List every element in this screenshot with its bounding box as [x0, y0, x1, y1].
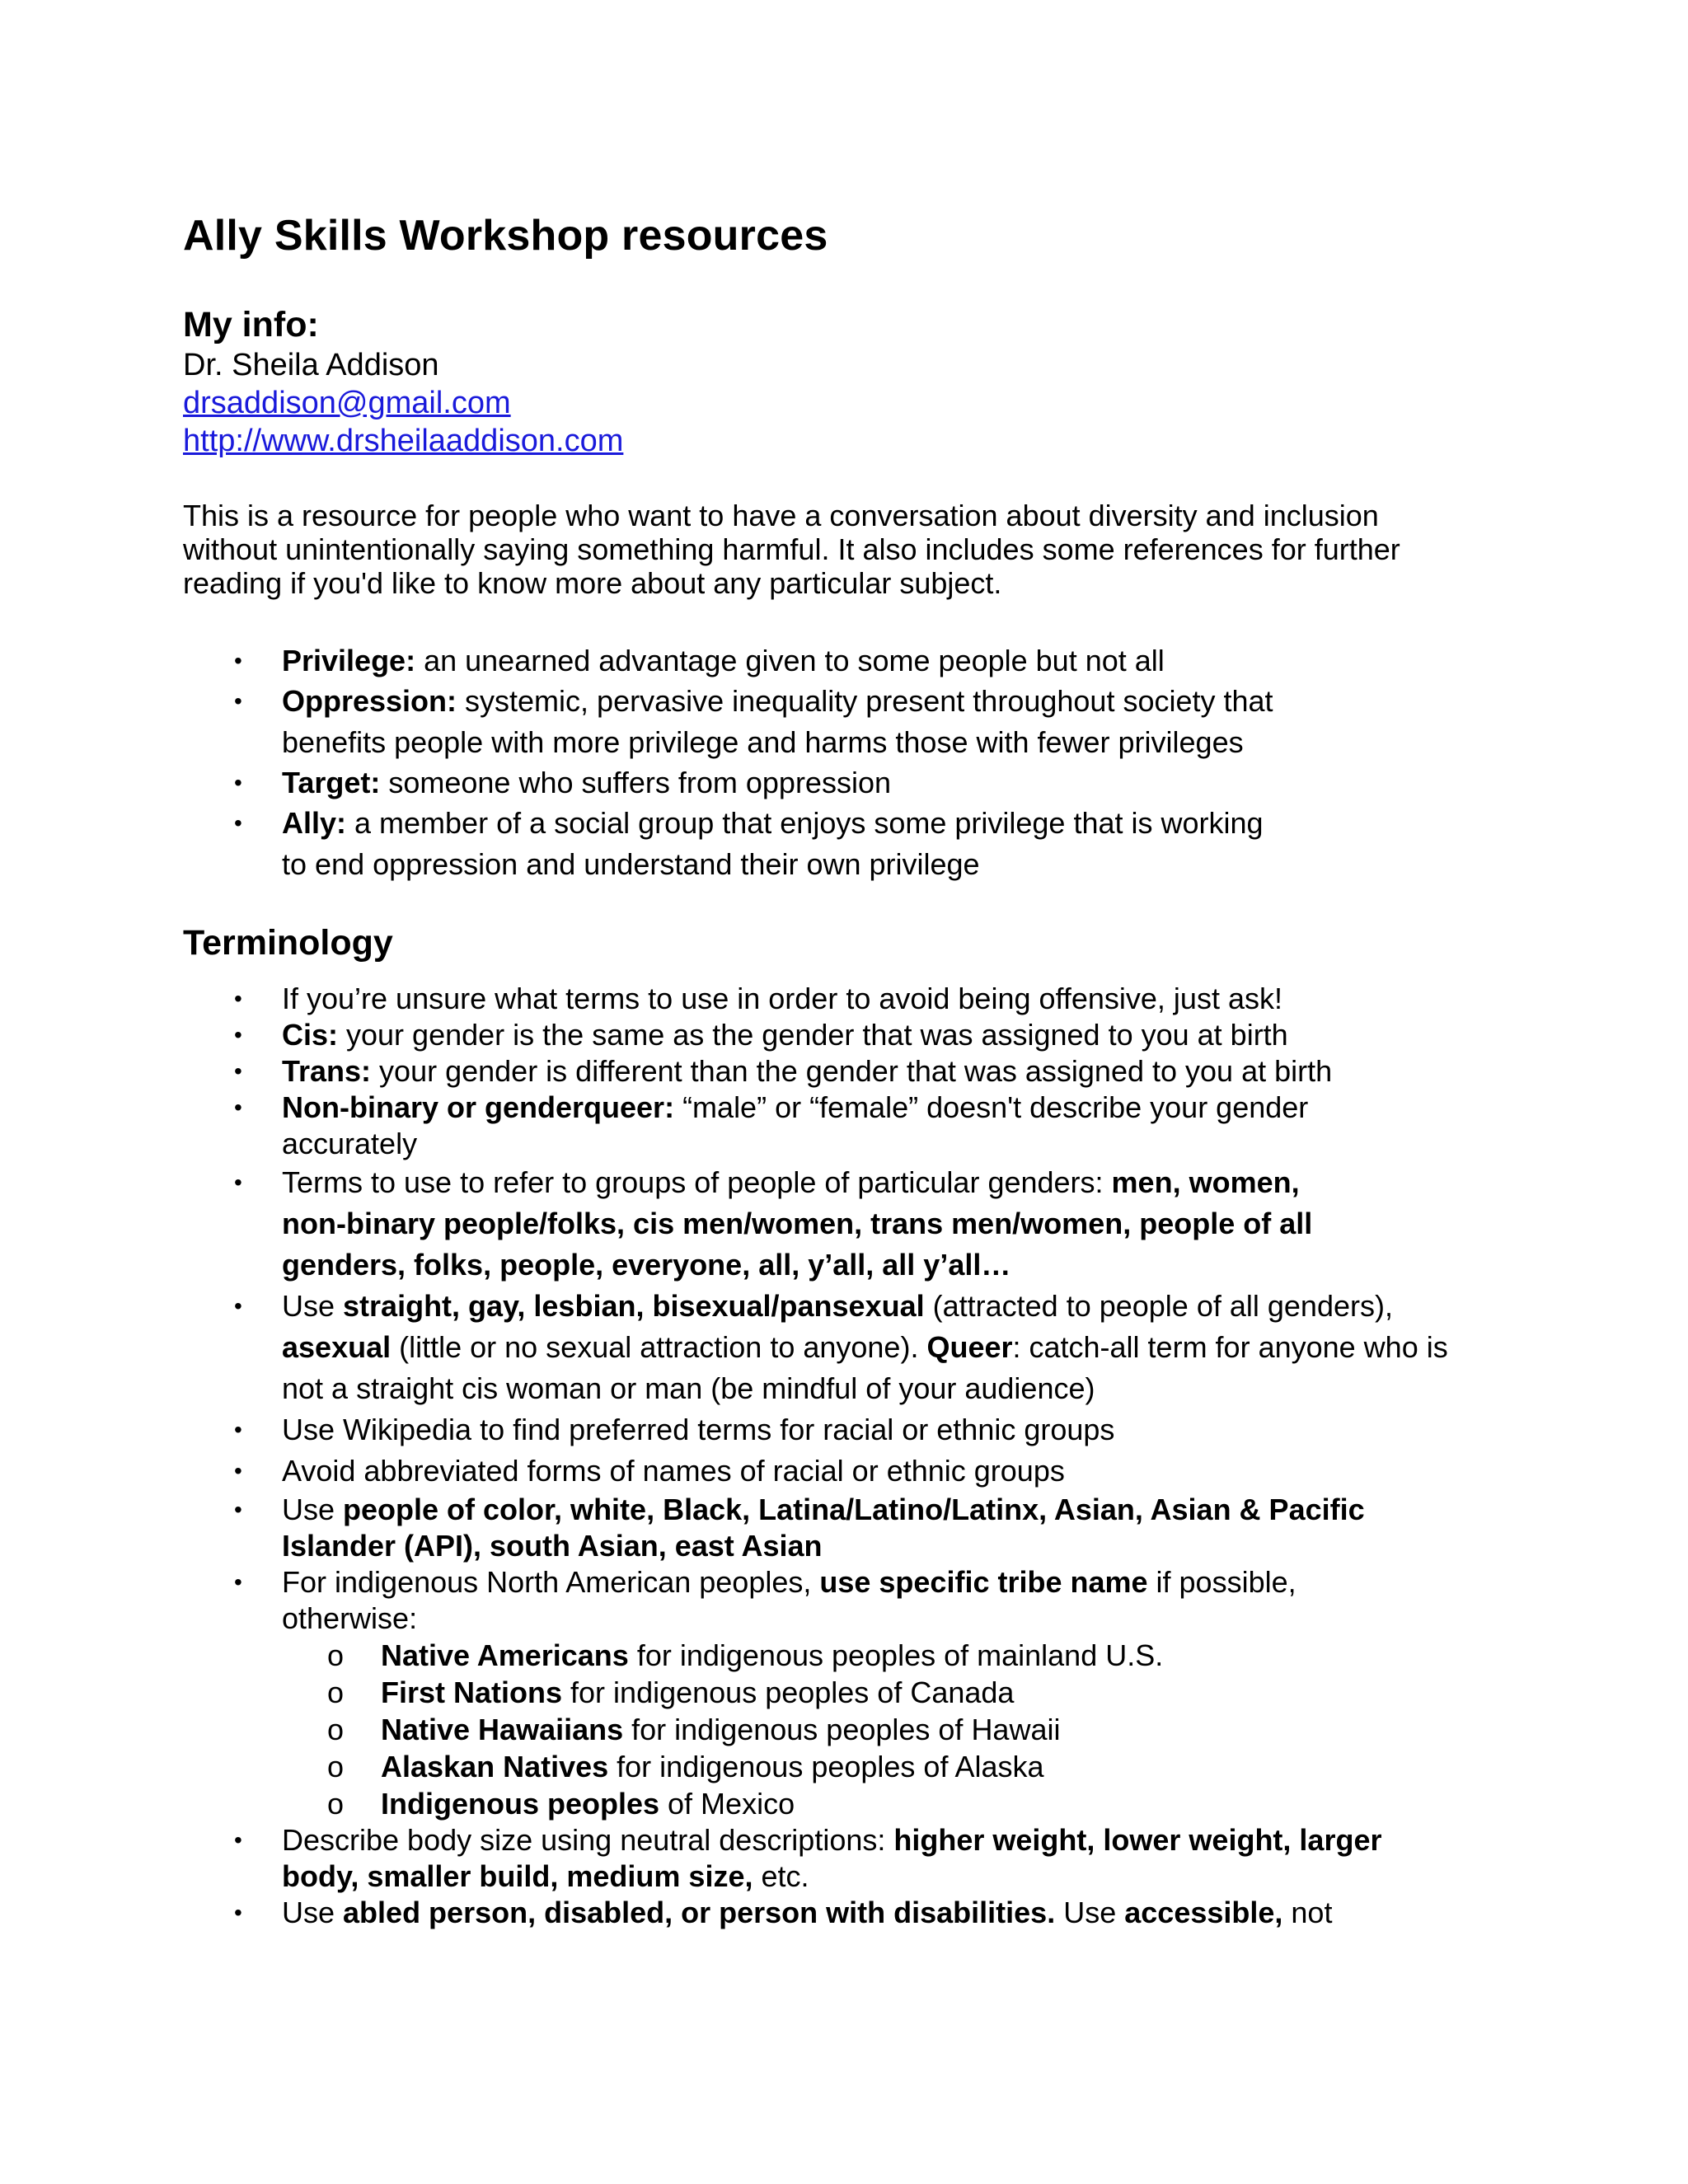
list-item: • Trans: your gender is different than the gender that was assigned to you at birth	[234, 1054, 1333, 1088]
list-item: • Non-binary or genderqueer: “male” or “female” doesn't describe your gender accurately	[234, 1090, 1309, 1160]
sub-list-item: o Indigenous peoples of Mexico	[327, 1787, 795, 1821]
author-name: Dr. Sheila Addison	[183, 348, 439, 382]
bullet-icon: •	[234, 1497, 242, 1522]
sub-list-item: o First Nations for indigenous peoples of Canada	[327, 1675, 1015, 1709]
my-info-heading: My info:	[183, 305, 319, 344]
terminology-heading: Terminology	[183, 923, 393, 963]
circle-bullet-icon: o	[327, 1787, 345, 1821]
list-item: • Cis: your gender is the same as the gender that was assigned to you at birth	[234, 1018, 1288, 1052]
list-item: • Oppression: systemic, pervasive inequality present throughout society that benefits people with more privilege and harms those with fewer privileges	[183, 681, 1273, 763]
contact-info	[183, 346, 623, 460]
list-item: • Describe body size using neutral descriptions: higher weight, lower weight, larger body, smaller build, medium size, etc.	[234, 1823, 1382, 1893]
list-item: • Use straight, gay, lesbian, bisexual/pansexual (attracted to people of all genders), asexual (little or no sexual attraction to anyone). Queer: catch-all term for anyone who is not a straight cis woman or man (be mindful of your audience)	[183, 1286, 1448, 1409]
bullet-icon: •	[234, 1458, 242, 1483]
list-item: • If you’re unsure what terms to use in order to avoid being offensive, just ask!	[234, 982, 1282, 1015]
bullet-icon: •	[234, 810, 242, 836]
bullet-icon: •	[234, 1058, 242, 1084]
circle-bullet-icon: o	[327, 1750, 345, 1783]
list-item: • Use abled person, disabled, or person with disabilities. Use accessible, not	[234, 1896, 1333, 1929]
bullet-icon: •	[234, 648, 242, 673]
bullet-icon: •	[234, 1827, 242, 1853]
sub-list-item: o Native Americans for indigenous peoples of mainland U.S.	[327, 1638, 1164, 1672]
bullet-icon: •	[234, 1094, 242, 1120]
list-item: • Privilege: an unearned advantage given to some people but not all	[183, 641, 1273, 681]
circle-bullet-icon: o	[327, 1638, 345, 1672]
sub-list-item: o Native Hawaiians for indigenous peoples of Hawaii	[327, 1713, 1061, 1746]
list-item: • Terms to use to refer to groups of people of particular genders: men, women, non-binary people/folks, cis men/women, trans men/women, people of all genders, folks, people, everyone, all, y’all, all y’all…	[183, 1162, 1448, 1286]
list-item: • Avoid abbreviated forms of names of racial or ethnic groups	[183, 1451, 1448, 1492]
bullet-icon: •	[234, 1900, 242, 1925]
bullet-icon: •	[234, 688, 242, 714]
list-item: • For indigenous North American peoples, use specific tribe name if possible, otherwise: o Native Americans for indigenous peoples of mainland U.S. o First Nations for indigenous peoples of Canada o Native Hawaiians for indigenous peoples of Hawaii o Alaskan Natives for indigenous peoples of Alaska o Indigenous peoples of Mexico	[183, 1564, 1448, 1822]
terminology-list	[183, 981, 1448, 1931]
bullet-icon: •	[234, 770, 242, 795]
page-title: Ally Skills Workshop resources	[183, 212, 828, 260]
list-item: • Use Wikipedia to find preferred terms for racial or ethnic groups	[183, 1409, 1448, 1451]
circle-bullet-icon: o	[327, 1713, 345, 1746]
list-item: • Ally: a member of a social group that enjoys some privilege that is working to end oppression and understand their own privilege	[183, 803, 1273, 885]
website-link[interactable]: http://www.drsheilaaddison.com	[183, 424, 624, 458]
bullet-icon: •	[234, 1417, 242, 1442]
indigenous-sublist	[282, 1637, 1448, 1822]
bullet-icon: •	[234, 1293, 242, 1319]
definitions-list	[183, 641, 1273, 885]
bullet-icon: •	[234, 1169, 242, 1195]
circle-bullet-icon: o	[327, 1675, 345, 1709]
list-item: • Use people of color, white, Black, Latina/Latino/Latinx, Asian, Asian & Pacific Islander (API), south Asian, east Asian	[234, 1493, 1365, 1563]
intro-paragraph: This is a resource for people who want to have a conversation about diversity and inclusion without unintentionally saying something harmful. It also includes some references for further reading if you'd like to know more about any particular subject.	[183, 499, 1400, 600]
sub-list-item: o Alaskan Natives for indigenous peoples of Alaska	[327, 1750, 1044, 1783]
bullet-icon: •	[234, 1022, 242, 1047]
email-link[interactable]: drsaddison@gmail.com	[183, 386, 511, 420]
bullet-icon: •	[234, 986, 242, 1011]
list-item: • Target: someone who suffers from oppression	[183, 763, 1273, 803]
bullet-icon: •	[234, 1569, 242, 1595]
